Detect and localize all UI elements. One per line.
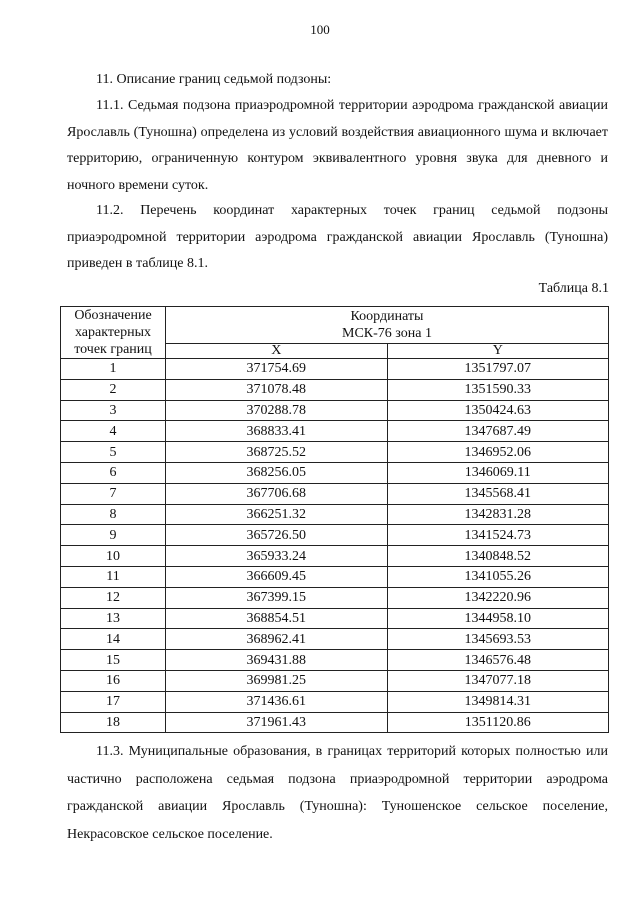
point-number-cell: 9 [61,525,166,546]
point-number-cell: 7 [61,483,166,504]
table-caption: Таблица 8.1 [538,281,609,296]
x-coordinate-cell: 371436.61 [166,691,388,712]
x-coordinate-cell: 365726.50 [166,525,388,546]
point-number-cell: 3 [61,400,166,421]
page-number: 100 [310,22,330,37]
point-number-cell: 18 [61,712,166,733]
x-coordinate-cell: 370288.78 [166,400,388,421]
coordinates-table [60,306,609,733]
y-coordinate-cell: 1346069.11 [387,462,609,483]
table-row [61,691,609,712]
y-coordinate-cell: 1349814.31 [387,691,609,712]
point-number-cell: 16 [61,670,166,691]
paragraph-11-1: 11.1. Седьмая подзона приаэродромной территории аэродрома гражданской авиации Ярославль (Туношна) определена из условий воздействия авиационного шума и включает территорию, ограниченную контуром эквивалентного уровня звука для дневного и ночного времени суток. [67,98,608,193]
y-coordinate-cell: 1345693.53 [387,629,609,650]
table-row [61,629,609,650]
y-coordinate-cell: 1351797.07 [387,359,609,380]
table-row [61,442,609,463]
point-number-cell: 4 [61,421,166,442]
y-coordinate-cell: 1345568.41 [387,483,609,504]
point-number-cell: 11 [61,566,166,587]
table-row [61,462,609,483]
x-coordinate-cell: 371961.43 [166,712,388,733]
y-coordinate-cell: 1347687.49 [387,421,609,442]
y-coordinate-cell: 1344958.10 [387,608,609,629]
table-row [61,504,609,525]
point-number-cell: 12 [61,587,166,608]
x-coordinate-cell: 366251.32 [166,504,388,525]
header-coordinates-label: Координаты [350,309,424,324]
header-x: X [166,344,388,359]
x-coordinate-cell: 371754.69 [166,359,388,380]
x-coordinate-cell: 368854.51 [166,608,388,629]
point-number-cell: 14 [61,629,166,650]
point-number-cell: 8 [61,504,166,525]
y-coordinate-cell: 1347077.18 [387,670,609,691]
y-coordinate-cell: 1350424.63 [387,400,609,421]
point-number-cell: 10 [61,546,166,567]
x-coordinate-cell: 368725.52 [166,442,388,463]
point-number-cell: 13 [61,608,166,629]
paragraph-11-3: 11.3. Муниципальные образования, в границах территорий которых полностью или частично расположена седьмая подзона приаэродромной территории аэродрома гражданской авиации Ярославль (Туношна): Туношенское сельское поселение, Некрасовское сельское поселение. [67,744,608,842]
y-coordinate-cell: 1342831.28 [387,504,609,525]
table-row [61,608,609,629]
y-coordinate-cell: 1351120.86 [387,712,609,733]
x-coordinate-cell: 369981.25 [166,670,388,691]
paragraph-11-2: 11.2. Перечень координат характерных точек границ седьмой подзоны приаэродромной территории аэродрома гражданской авиации Ярославль (Туношна) приведен в таблице 8.1. [67,203,608,271]
y-coordinate-cell: 1346952.06 [387,442,609,463]
point-number-cell: 6 [61,462,166,483]
point-number-cell: 1 [61,359,166,380]
table-row [61,566,609,587]
y-coordinate-cell: 1341524.73 [387,525,609,546]
section-heading: 11. Описание границ седьмой подзоны: [96,72,332,87]
y-coordinate-cell: 1340848.52 [387,546,609,567]
x-coordinate-cell: 368256.05 [166,462,388,483]
point-number-cell: 17 [61,691,166,712]
table-row [61,421,609,442]
x-coordinate-cell: 367706.68 [166,483,388,504]
x-coordinate-cell: 371078.48 [166,379,388,400]
table-body [61,359,609,733]
x-coordinate-cell: 368962.41 [166,629,388,650]
point-number-cell: 5 [61,442,166,463]
y-coordinate-cell: 1341055.26 [387,566,609,587]
y-coordinate-cell: 1346576.48 [387,650,609,671]
point-number-cell: 15 [61,650,166,671]
y-coordinate-cell: 1351590.33 [387,379,609,400]
table-row [61,546,609,567]
table-row [61,483,609,504]
point-number-cell: 2 [61,379,166,400]
table-row [61,525,609,546]
y-coordinate-cell: 1342220.96 [387,587,609,608]
table-row [61,712,609,733]
header-coordinate-system: МСК-76 зона 1 [342,326,432,341]
x-coordinate-cell: 365933.24 [166,546,388,567]
x-coordinate-cell: 368833.41 [166,421,388,442]
table-row [61,400,609,421]
x-coordinate-cell: 369431.88 [166,650,388,671]
x-coordinate-cell: 367399.15 [166,587,388,608]
table-row [61,379,609,400]
table-row [61,670,609,691]
header-coordinates [166,307,609,344]
header-designation: Обозначение характерных точек границ [61,307,166,359]
table-row [61,359,609,380]
header-y: Y [387,344,609,359]
table-row [61,650,609,671]
table-row [61,587,609,608]
x-coordinate-cell: 366609.45 [166,566,388,587]
